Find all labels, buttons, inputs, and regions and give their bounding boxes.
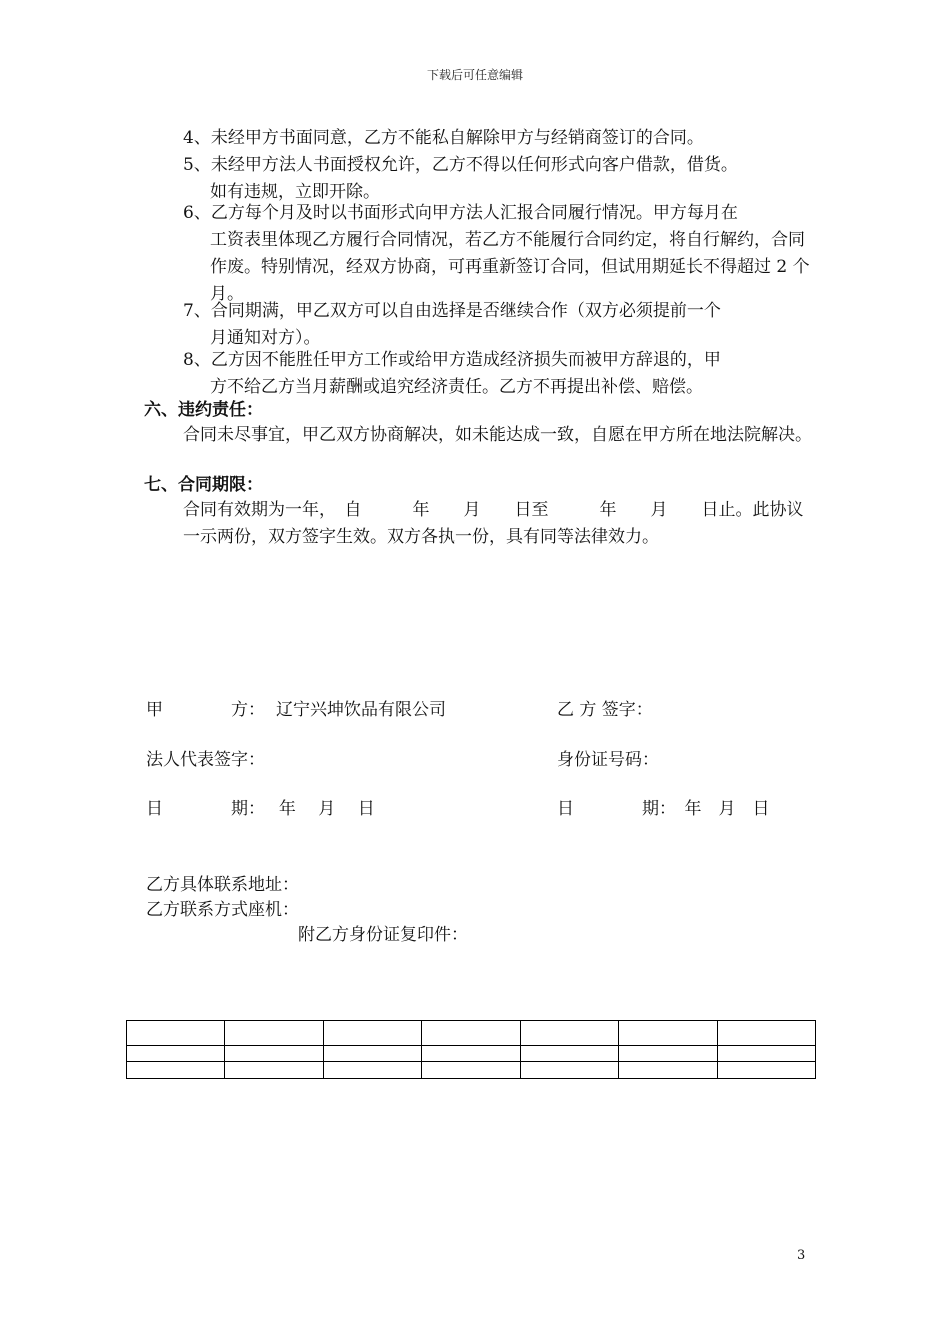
section-7-title: 七、合同期限： (144, 475, 263, 495)
table-cell (520, 1046, 618, 1062)
table-cell (225, 1062, 323, 1079)
blank-table (126, 1020, 816, 1079)
table-cell (323, 1021, 421, 1046)
table-cell (422, 1046, 520, 1062)
table-cell (323, 1062, 421, 1079)
date-party-b: 日 期： 年 月 日 (557, 799, 770, 819)
table-cell (225, 1021, 323, 1046)
table-row (127, 1021, 816, 1046)
section-7-text: 合同有效期为一年， 自 年 月 日至 年 月 日止。此协议一示两份，双方签字生效。双方各执一份，具有同等法律效力。 (183, 500, 804, 547)
table-cell (619, 1062, 717, 1079)
contact-address: 乙方具体联系地址： (146, 875, 299, 895)
clause-text: 5、未经甲方法人书面授权允许，乙方不得以任何形式向客户借款，借货。 (183, 155, 738, 175)
clause-continuation: 月通知对方）。 (210, 328, 321, 348)
clause-continuation: 方不给乙方当月薪酬或追究经济责任。乙方不再提出补偿、赔偿。 (210, 377, 703, 397)
legal-representative-signature: 法人代表签字： (146, 750, 265, 770)
table-cell (422, 1062, 520, 1079)
table-cell (127, 1046, 225, 1062)
table-row (127, 1062, 816, 1079)
clause-text: 4、未经甲方书面同意，乙方不能私自解除甲方与经销商签订的合同。 (183, 128, 704, 148)
table-cell (717, 1046, 815, 1062)
party-a-label: 甲 方： (146, 700, 265, 720)
date-party-a: 日 期： 年 月 日 (146, 799, 375, 819)
id-number: 身份证号码： (557, 750, 659, 770)
clause-4 (183, 125, 818, 152)
clause-text: 8、乙方因不能胜任甲方工作或给甲方造成经济损失而被甲方辞退的，甲 (183, 350, 721, 370)
clause-continuation: 如有违规，立即开除。 (210, 182, 380, 202)
id-copy-attachment: 附乙方身份证复印件： (298, 925, 468, 945)
table-cell (520, 1062, 618, 1079)
table-row (127, 1046, 816, 1062)
clause-7 (183, 298, 818, 352)
party-b-signature: 乙 方 签字： (557, 700, 653, 720)
table-cell (127, 1062, 225, 1079)
party-a-name: 辽宁兴坤饮品有限公司 (276, 700, 446, 720)
table-cell (717, 1021, 815, 1046)
clause-5 (183, 152, 818, 206)
clause-6 (183, 200, 818, 308)
table-cell (619, 1021, 717, 1046)
table-cell (127, 1021, 225, 1046)
section-6-text: 合同未尽事宜，甲乙双方协商解决，如未能达成一致，自愿在甲方所在地法院解决。 (183, 425, 812, 445)
table-cell (225, 1046, 323, 1062)
table-cell (717, 1062, 815, 1079)
clause-text: 6、乙方每个月及时以书面形式向甲方法人汇报合同履行情况。甲方每月在 (183, 203, 738, 223)
table-cell (520, 1021, 618, 1046)
section-6-title: 六、违约责任： (144, 400, 263, 420)
contact-phone: 乙方联系方式座机： (146, 900, 299, 920)
clause-text: 7、合同期满，甲乙双方可以自由选择是否继续合作（双方必须提前一个 (183, 301, 721, 321)
page-header: 下载后可任意编辑 (426, 68, 523, 82)
clause-8 (183, 347, 818, 401)
page-number: 3 (797, 1248, 806, 1263)
table-cell (619, 1046, 717, 1062)
table-cell (323, 1046, 421, 1062)
table-cell (422, 1021, 520, 1046)
clause-continuation: 工资表里体现乙方履行合同情况，若乙方不能履行合同约定，将自行解约，合同作废。特别情况，经双方协商，可再重新签订合同，但试用期延长不得超过 2 个月。 (210, 230, 810, 304)
